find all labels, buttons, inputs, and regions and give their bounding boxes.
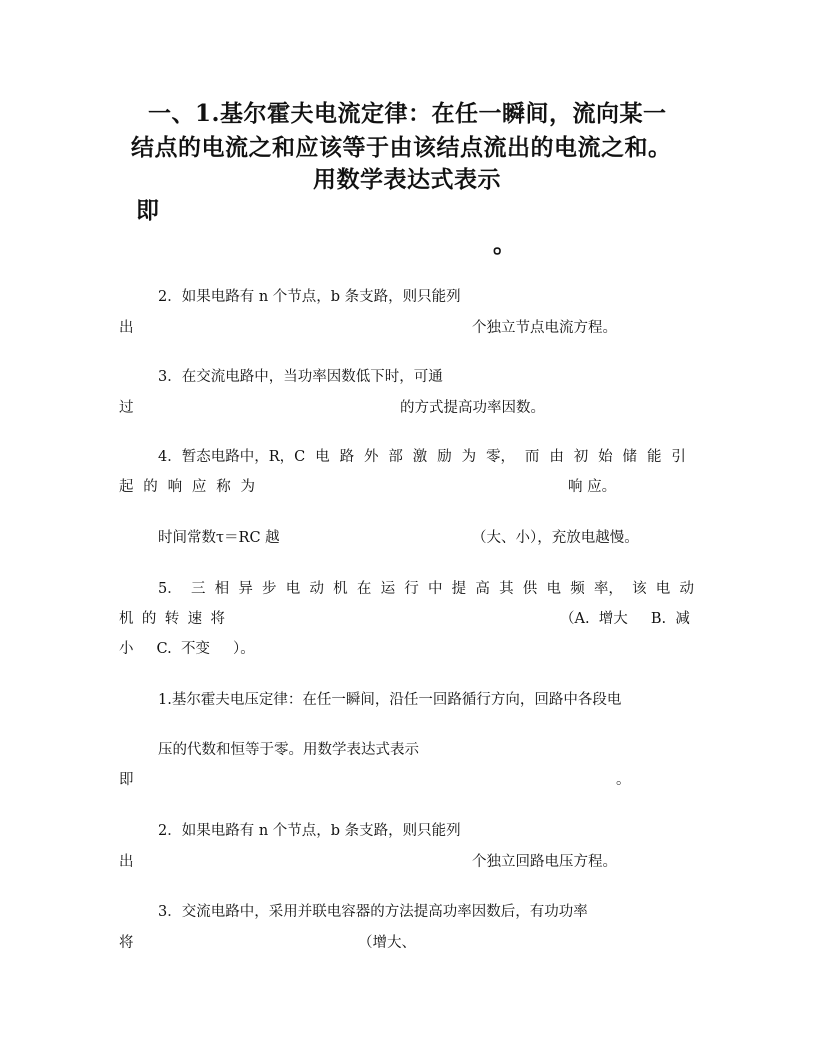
kvl-line-3-end: 。 xyxy=(616,772,631,788)
q4-l1-char: 能 xyxy=(646,449,662,465)
q4-line-1 xyxy=(158,445,686,466)
heading-line-1: 一、1.基尔霍夫电流定律：在任一瞬间，流向某一 xyxy=(148,100,667,127)
kvl-line-2: 压的代数和恒等于零。用数学表达式表示 xyxy=(158,742,419,758)
q5-l1-char: 率， xyxy=(593,581,623,597)
q5-l2-char: 机 xyxy=(119,611,134,627)
q4-l1-char: 外 xyxy=(363,449,379,465)
q5-l1-char: 行 xyxy=(404,581,419,597)
q4-l2-char: 为 xyxy=(240,479,255,495)
q2-line-2-start: 出 xyxy=(119,320,134,336)
q5-l1-char: 异 xyxy=(238,581,253,597)
q4-line-2 xyxy=(119,475,255,496)
heading-line-4: 即 xyxy=(136,197,160,224)
q4-line-3-start: 时间常数τ＝RC 越 xyxy=(158,530,280,546)
q4-l1-char: 由 xyxy=(549,449,564,465)
q2b-line-2-end: 个独立回路电压方程。 xyxy=(472,854,617,870)
q5-line-2 xyxy=(119,607,225,628)
kvl-line-3-start: 即 xyxy=(119,772,134,788)
q5-l1-char: 其 xyxy=(499,581,514,597)
q5-l1-char: 电 xyxy=(655,581,671,597)
q5-line-1 xyxy=(158,577,694,598)
q5-l1-char: 频 xyxy=(570,581,585,597)
q5-l1-char: 高 xyxy=(475,581,490,597)
q4-l2-char: 称 xyxy=(216,479,231,495)
q4-l1-char: 储 xyxy=(622,449,638,465)
q3b-line-2-start: 将 xyxy=(119,935,134,951)
heading-period: 。 xyxy=(493,231,517,258)
q2b-line-2-start: 出 xyxy=(119,854,134,870)
q4-l1-char: 电 xyxy=(315,449,330,465)
q5-l2-char: 转 xyxy=(164,611,180,627)
q2-line-1: 2．如果电路有 n 个节点，b 条支路，则只能列 xyxy=(158,289,461,305)
q4-l2-char: 应 xyxy=(191,479,207,495)
q2-line-2-end: 个独立节点电流方程。 xyxy=(472,320,617,336)
q4-l1-char: 4．暂态电路中，R，C xyxy=(158,449,306,465)
q5-l1-char: 相 xyxy=(214,581,230,597)
q4-l1-char: 部 xyxy=(388,449,403,465)
q4-l1-char: 引 xyxy=(671,449,686,465)
q3-line-2-start: 过 xyxy=(119,400,134,416)
q5-l1-char: 在 xyxy=(356,581,372,597)
q5-l1-char: 三 xyxy=(190,581,206,597)
q5-l2-char: 的 xyxy=(141,611,157,627)
q5-l1-char: 动 xyxy=(679,581,694,597)
q3b-line-1: 3．交流电路中，采用并联电容器的方法提高功率因数后，有功功率 xyxy=(158,904,588,920)
q4-l1-char: 零， xyxy=(486,449,515,465)
q5-l1-char: 电 xyxy=(285,581,301,597)
q3-line-2-end: 的方式提高功率因数。 xyxy=(400,400,545,416)
q4-l1-char: 路 xyxy=(339,449,355,465)
q4-line-2-end: 响 应。 xyxy=(568,479,617,495)
q5-l1-char: 5． xyxy=(158,581,182,597)
q5-l1-char: 步 xyxy=(262,581,277,597)
q4-l2-char: 响 xyxy=(167,479,183,495)
q5-l2-char: 将 xyxy=(210,611,225,627)
q2b-line-1: 2．如果电路有 n 个节点，b 条支路，则只能列 xyxy=(158,823,461,839)
q5-l1-char: 中 xyxy=(427,581,443,597)
q4-l1-char: 励 xyxy=(437,449,452,465)
q5-line-3: 小 C. 不变 ）。 xyxy=(119,641,255,657)
q4-l1-char: 始 xyxy=(598,449,613,465)
q3-line-1: 3．在交流电路中，当功率因数低下时，可通 xyxy=(158,369,443,385)
q4-l1-char: 为 xyxy=(461,449,477,465)
heading-line-3: 用数学表达式表示 xyxy=(313,166,501,193)
q5-l1-char: 供 xyxy=(522,581,538,597)
q4-l1-char: 激 xyxy=(412,449,428,465)
q5-line-2-end: （A. 增大 B. 减 xyxy=(560,611,690,627)
kvl-line-1: 1.基尔霍夫电压定律：在任一瞬间，沿任一回路循行方向，回路中各段电 xyxy=(158,692,622,708)
q3b-line-2-end: （增大、 xyxy=(358,935,416,951)
q4-l1-char: 初 xyxy=(573,449,589,465)
q5-l2-char: 速 xyxy=(187,611,203,627)
q4-l2-char: 的 xyxy=(143,479,158,495)
q5-l1-char: 动 xyxy=(309,581,324,597)
q5-l1-char: 电 xyxy=(546,581,561,597)
q4-l2-char: 起 xyxy=(119,479,134,495)
q5-l1-char: 该 xyxy=(632,581,647,597)
q4-line-3-end: （大、小），充放电越慢。 xyxy=(472,530,639,546)
q5-l1-char: 机 xyxy=(333,581,348,597)
heading-line-2: 结点的电流之和应该等于由该结点流出的电流之和。 xyxy=(131,134,672,161)
q5-l1-char: 提 xyxy=(451,581,467,597)
q4-l1-char: 而 xyxy=(524,449,540,465)
q5-l1-char: 运 xyxy=(380,581,396,597)
